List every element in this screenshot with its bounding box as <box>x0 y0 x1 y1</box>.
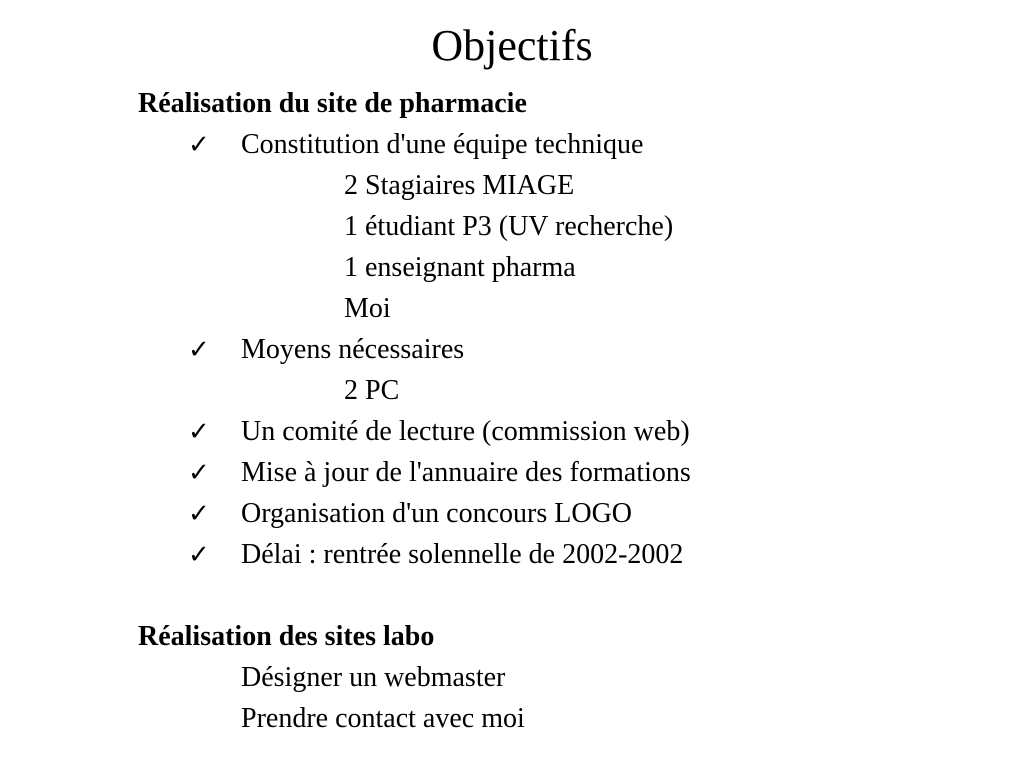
sub-list-item: 2 Stagiaires MIAGE <box>344 170 575 201</box>
checkmark-icon: ✓ <box>188 417 210 446</box>
list-item: Un comité de lecture (commission web) <box>241 416 690 447</box>
list-item: Organisation d'un concours LOGO <box>241 498 633 529</box>
list-item: Constitution d'une équipe technique <box>241 129 644 160</box>
checkmark-icon: ✓ <box>188 499 210 528</box>
sub-list-item: 2 PC <box>344 375 400 406</box>
checkmark-icon: ✓ <box>188 130 210 159</box>
checkmark-icon: ✓ <box>188 335 210 364</box>
sub-list-item: 1 enseignant pharma <box>344 252 576 283</box>
sub-list-item: 1 étudiant P3 (UV recherche) <box>344 211 674 242</box>
list-item: Mise à jour de l'annuaire des formations <box>241 457 691 488</box>
checkmark-icon: ✓ <box>188 458 210 487</box>
list-item: Désigner un webmaster <box>241 662 506 693</box>
section-heading: Réalisation du site de pharmacie <box>138 88 527 119</box>
slide-title: Objectifs <box>431 21 593 70</box>
checkmark-icon: ✓ <box>188 540 210 569</box>
section-heading: Réalisation des sites labo <box>138 621 435 652</box>
list-item: Moyens nécessaires <box>241 334 465 365</box>
list-item: Délai : rentrée solennelle de 2002-2002 <box>241 539 684 570</box>
list-item: Prendre contact avec moi <box>241 703 525 734</box>
sub-list-item: Moi <box>344 293 391 324</box>
